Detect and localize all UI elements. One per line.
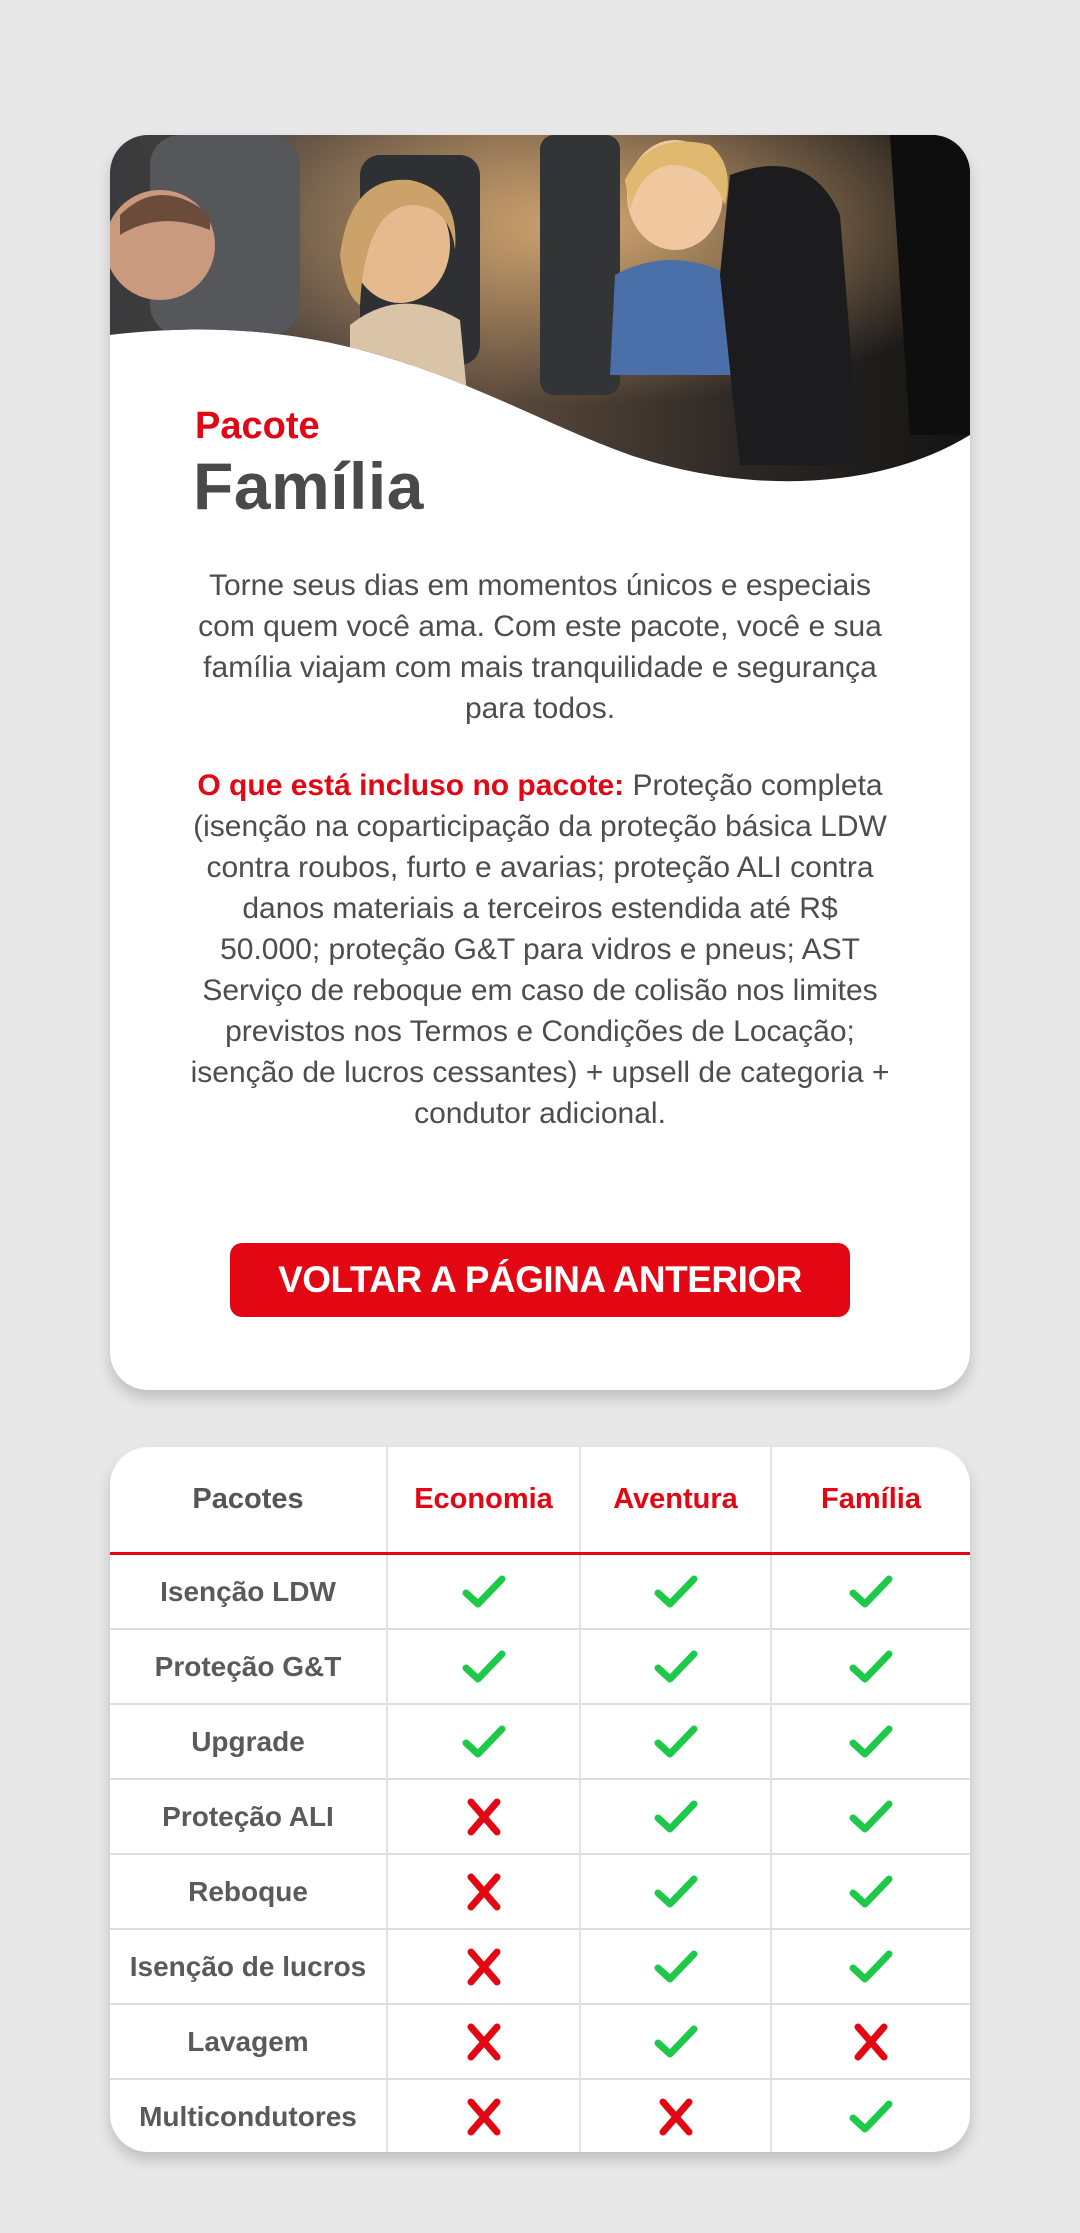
table-row (110, 1854, 970, 1929)
check-icon (651, 1646, 701, 1688)
package-card (110, 135, 970, 1390)
cell-economia (387, 1554, 580, 1630)
row-label: Isenção LDW (160, 1575, 336, 1607)
check-icon (846, 1646, 896, 1688)
check-icon (459, 1571, 509, 1613)
check-icon (651, 1946, 701, 1988)
row-label: Reboque (110, 1854, 387, 1929)
cell-familia (771, 1554, 970, 1630)
table-row (110, 2004, 970, 2079)
table-row (110, 1704, 970, 1779)
cell-economia (387, 1704, 580, 1779)
check-icon (651, 1871, 701, 1913)
cell-aventura (580, 1629, 771, 1704)
cell-aventura (580, 2004, 771, 2079)
check-icon (651, 1796, 701, 1838)
check-icon (846, 1871, 896, 1913)
cell-economia (387, 2079, 580, 2152)
check-icon (846, 1571, 896, 1613)
package-description: Torne seus dias em momentos únicos e especiais com quem você ama. Com este pacote, você e sua família viajam com mais tranquilidade e segurança para todos. (198, 569, 882, 725)
check-icon (846, 1796, 896, 1838)
row-label: Proteção G&T (110, 1629, 387, 1704)
check-icon (846, 1946, 896, 1988)
check-icon (459, 1721, 509, 1763)
cross-icon (459, 2096, 509, 2138)
cell-economia (387, 1629, 580, 1704)
table-row (110, 2079, 970, 2152)
row-label: Isenção de lucros (110, 1929, 387, 2004)
comparison-table-card (110, 1447, 970, 2152)
row-label: Upgrade (110, 1704, 387, 1779)
check-icon (651, 1721, 701, 1763)
back-button[interactable]: VOLTAR A PÁGINA ANTERIOR (230, 1243, 850, 1317)
table-row (110, 1779, 970, 1854)
cell-familia (771, 1929, 970, 2004)
cell-aventura (580, 1554, 771, 1630)
cross-icon (459, 1796, 509, 1838)
table-row (110, 1929, 970, 2004)
check-icon (846, 2096, 896, 2138)
cell-familia (771, 1779, 970, 1854)
table-row (110, 1554, 970, 1630)
row-label: Lavagem (110, 2004, 387, 2079)
table-row (110, 1629, 970, 1704)
includes-label: O que está incluso no pacote: (197, 769, 625, 802)
cell-economia (387, 1779, 580, 1854)
check-icon (459, 1646, 509, 1688)
comparison-table (110, 1447, 970, 2152)
cell-aventura (580, 1704, 771, 1779)
check-icon (651, 1571, 701, 1613)
header-economia: Economia (387, 1447, 580, 1554)
cell-familia (771, 2004, 970, 2079)
header-aventura: Aventura (580, 1447, 771, 1554)
table-header-row (110, 1447, 970, 1554)
row-label: Proteção ALI (110, 1779, 387, 1854)
cross-icon (459, 2021, 509, 2063)
cross-icon (651, 2096, 701, 2138)
cross-icon (846, 2021, 896, 2063)
header-packages: Pacotes (110, 1447, 387, 1554)
package-kicker: Pacote (195, 405, 320, 447)
cell-economia (387, 1929, 580, 2004)
cross-icon (459, 1871, 509, 1913)
header-familia: Família (771, 1447, 970, 1554)
cell-economia (387, 1854, 580, 1929)
package-includes (190, 765, 890, 1134)
includes-text: Proteção completa (isenção na coparticipação da proteção básica LDW contra roubos, furto e avarias; proteção ALI contra danos materiais a terceiros estendida até R$ 50.000; proteção G&T para vidros e pneus; AST Serviço de reboque em caso de colisão nos limites previstos nos Termos e Condições de Locação; isenção de lucros cessantes) + upsell de categoria + condutor adicional. (190, 769, 890, 1130)
package-title: Família (193, 449, 424, 523)
cell-aventura (580, 2079, 771, 2152)
cell-economia (387, 2004, 580, 2079)
cell-familia (771, 1704, 970, 1779)
check-icon (846, 1721, 896, 1763)
cell-aventura (580, 1779, 771, 1854)
cell-familia (771, 1854, 970, 1929)
check-icon (651, 2021, 701, 2063)
cell-aventura (580, 1854, 771, 1929)
cross-icon (459, 1946, 509, 1988)
row-label: Multicondutores (110, 2079, 387, 2152)
cell-aventura (580, 1929, 771, 2004)
cell-familia (771, 2079, 970, 2152)
cell-familia (771, 1629, 970, 1704)
